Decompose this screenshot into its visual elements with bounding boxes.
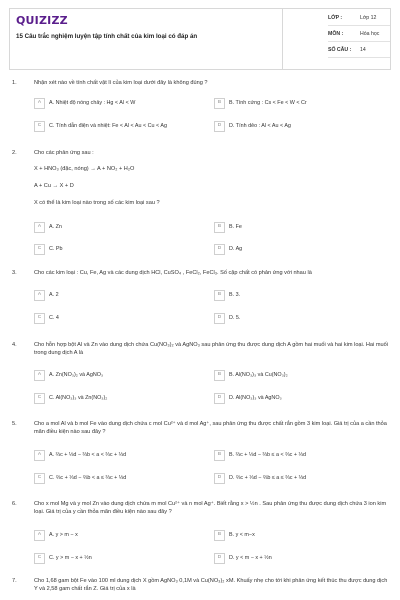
reaction-line-1: X + HNO₃ (đặc, nóng) → A + NO₂ + H₂O	[34, 166, 135, 172]
question-number: 5.	[12, 421, 17, 427]
option-text: D. y < m − x + ½n	[229, 554, 272, 561]
question-number: 7.	[12, 578, 17, 584]
meta-subject-value: Hóa học	[360, 31, 380, 37]
question-text: Cho a mol Al và b mol Fe vào dung dịch chứa c mol Cu²⁺ và d mol Ag⁺, sau phản ứng thu được chất rắn gồm 3 kim loại. Giá trị của a cần thỏa mãn điều kiện nào sau đây ?	[34, 421, 387, 435]
option-letter-box: B	[214, 370, 225, 381]
question-text: Nhận xét nào về tính chất vật lí của kim loại dưới đây là không đúng ?	[34, 80, 208, 86]
option-a[interactable]	[34, 369, 103, 382]
option-c[interactable]	[34, 552, 92, 565]
option-letter-box: A	[34, 370, 45, 381]
question-prompt: X có thể là kim loại nào trong số các kim loại sau ?	[34, 200, 160, 206]
question-number: 1.	[12, 80, 17, 86]
option-text: C. y > m − x + ½n	[49, 554, 92, 561]
option-letter-box: A	[34, 450, 45, 461]
question-text: Cho các phản ứng sau :	[34, 150, 94, 156]
reaction-line-2: A + Cu → X + D	[34, 183, 74, 189]
option-letter-box: D	[214, 393, 225, 404]
option-c[interactable]	[34, 392, 107, 405]
option-letter-box: B	[214, 98, 225, 109]
option-letter-box: D	[214, 121, 225, 132]
option-d[interactable]	[214, 392, 282, 405]
option-b[interactable]	[214, 529, 255, 542]
option-letter-box: B	[214, 450, 225, 461]
option-text: B. Tính cứng : Cs < Fe < W < Cr	[229, 99, 307, 106]
option-letter-box: A	[34, 530, 45, 541]
meta-class-value: Lớp 12	[360, 15, 377, 21]
option-text: C. ⅔c + ⅓d − ⅔b < a ≤ ⅔c + ⅓d	[49, 474, 127, 481]
option-letter-box: B	[214, 222, 225, 233]
option-d[interactable]	[214, 312, 240, 325]
question-number: 4.	[12, 342, 17, 348]
option-letter-box: B	[214, 290, 225, 301]
question-text: Cho 1,68 gam bột Fe vào 100 ml dung dịch X gồm AgNO₃ 0,1M và Cu(NO₃)₂ xM. Khuấy nhẹ cho tới khi phản ứng kết thúc thu được dung dịch Y và 2,58 gam chất rắn Z. Giá trị của x là	[34, 578, 388, 592]
header-divider	[282, 9, 283, 69]
option-d[interactable]	[214, 472, 306, 485]
option-text: D. Al(NO₃)₃ và AgNO₃	[229, 394, 282, 401]
option-c[interactable]	[34, 120, 167, 133]
option-text: D. 5.	[229, 314, 241, 321]
option-letter-box: C	[34, 121, 45, 132]
option-letter-box: A	[34, 290, 45, 301]
option-b[interactable]	[214, 369, 288, 382]
question-text: Cho các kim loại : Cu, Fe, Ag và các dung dịch HCl, CuSO₄ , FeCl₂, FeCl₃. Số cặp chất có phản ứng với nhau là	[34, 270, 312, 276]
option-letter-box: B	[214, 530, 225, 541]
option-letter-box: D	[214, 473, 225, 484]
option-text: D. ⅔c + ⅓d − ⅔b ≤ a ≤ ⅔c + ⅓d	[229, 474, 307, 481]
question-number: 6.	[12, 501, 17, 507]
divider	[328, 57, 390, 58]
option-text: B. Fe	[229, 223, 242, 230]
option-text: B. 3.	[229, 291, 241, 298]
option-d[interactable]	[214, 120, 291, 133]
worksheet-header	[9, 8, 391, 70]
option-b[interactable]	[214, 97, 307, 110]
option-a[interactable]	[34, 221, 62, 234]
option-b[interactable]	[214, 221, 242, 234]
option-c[interactable]	[34, 312, 59, 325]
option-c[interactable]	[34, 472, 126, 485]
option-text: A. ⅔c + ⅓d − ⅔b < a < ⅔c + ⅓d	[49, 451, 127, 458]
meta-count-label: SỐ CÂU :	[328, 47, 352, 53]
page-title: 15 Câu trắc nghiệm luyện tập tính chất của kim loại có đáp án	[16, 33, 198, 40]
option-letter-box: C	[34, 313, 45, 324]
option-text: A. y > m − x	[49, 531, 78, 538]
option-text: C. Al(NO₃)₃ và Zn(NO₃)₂	[49, 394, 108, 401]
option-d[interactable]	[214, 243, 242, 256]
option-letter-box: D	[214, 244, 225, 255]
meta-count-value: 14	[360, 47, 366, 53]
question-number: 2.	[12, 150, 17, 156]
option-text: A. Nhiệt độ nóng chảy : Hg < Al < W	[49, 99, 136, 106]
option-text: A. 2	[49, 291, 59, 298]
option-a[interactable]	[34, 529, 78, 542]
question-text: Cho x mol Mg và y mol Zn vào dung dịch chứa m mol Cu²⁺ và n mol Ag⁺. Biết rằng x > ½n . Sau phản ứng thu được dung dịch chứa 3 ion kim loại. Giá trị của y cần thỏa mãn điều kiện nào sau đây ?	[34, 501, 387, 515]
option-c[interactable]	[34, 243, 62, 256]
option-letter-box: A	[34, 98, 45, 109]
option-letter-box: C	[34, 393, 45, 404]
quizizz-logo: QUIZIZZ	[16, 14, 68, 27]
option-text: A. Zn(NO₃)₂ và AgNO₃	[49, 371, 104, 378]
option-text: C. Tính dẫn điện và nhiệt: Fe < Al < Au < Cu < Ag	[49, 122, 167, 129]
meta-class-label: LỚP :	[328, 15, 343, 21]
option-text: D. Tính dẻo : Al < Au < Ag	[229, 122, 291, 129]
divider	[328, 41, 390, 42]
option-letter-box: D	[214, 553, 225, 564]
meta-subject-label: MÔN :	[328, 31, 344, 37]
option-letter-box: C	[34, 244, 45, 255]
option-letter-box: C	[34, 553, 45, 564]
divider	[328, 25, 390, 26]
option-a[interactable]	[34, 449, 126, 462]
option-letter-box: C	[34, 473, 45, 484]
option-letter-box: A	[34, 222, 45, 233]
option-b[interactable]	[214, 289, 240, 302]
option-text: B. ⅔c + ⅓d − ⅔b ≤ a < ⅔c + ⅓d	[229, 451, 306, 458]
option-text: C. 4	[49, 314, 59, 321]
option-b[interactable]	[214, 449, 306, 462]
option-d[interactable]	[214, 552, 272, 565]
option-a[interactable]	[34, 97, 135, 110]
option-text: B. y < m−x	[229, 531, 255, 538]
option-text: B. Al(NO₃)₃ và Cu(NO₃)₂	[229, 371, 288, 378]
option-letter-box: D	[214, 313, 225, 324]
option-text: C. Pb	[49, 245, 63, 252]
option-a[interactable]	[34, 289, 59, 302]
question-number: 3.	[12, 270, 17, 276]
option-text: D. Ag	[229, 245, 243, 252]
question-text: Cho hỗn hợp bột Al và Zn vào dung dịch chứa Cu(NO₃)₂ và AgNO₃ sau phản ứng thu được dung dịch A gồm hai muối và hai kim loại. Hai muối trong dung dịch A là	[34, 342, 388, 356]
option-text: A. Zn	[49, 223, 62, 230]
